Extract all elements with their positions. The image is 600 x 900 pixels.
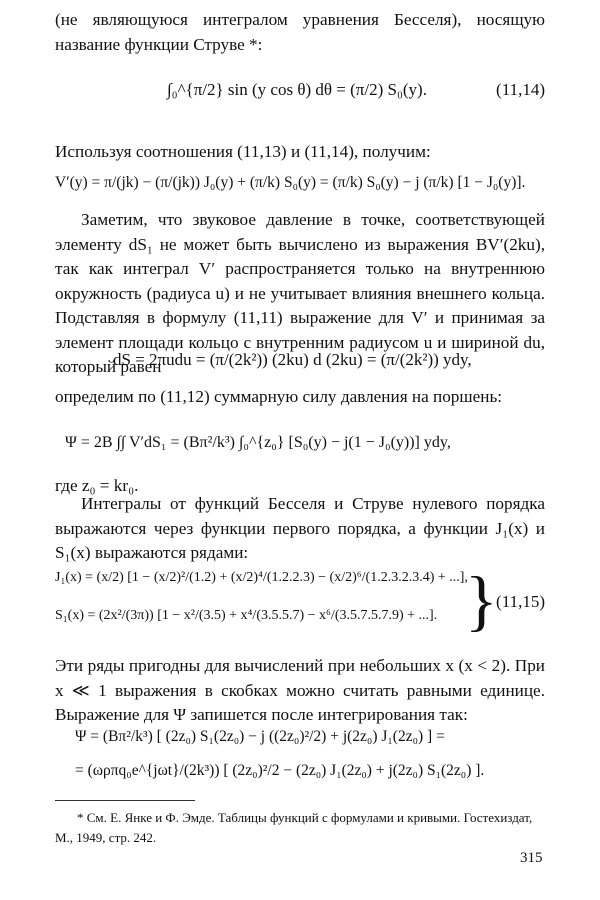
equation-ds (55, 348, 545, 378)
equation-body: Ψ = 2B ∫∫ V′dS₁ = (Bπ²/k³) ∫₀^{z₀} [S₀(y) − j(1 − J₀(y))] ydy, (65, 434, 451, 451)
footnote: * См. Е. Янке и Ф. Эмде. Таблицы функций с формулами и кривыми. Гостехиздат, М., 1949, стр. 242. (55, 810, 533, 845)
paragraph-total-force: определим по (11,12) суммарную силу давления на поршень: (55, 387, 503, 406)
equation-psi-line-2: = (ωρπq₀e^{jωt}/(2k³)) [ (2z₀)²/2 − (2z₀) J₁(2z₀) + j(2z₀) S₁(2z₀) ]. (75, 762, 485, 779)
right-brace: } (465, 562, 498, 638)
equation-v-prime (55, 172, 545, 202)
paragraph-z0-definition: где z₀ = kr₀. (55, 476, 139, 495)
paragraph-bessel-struve-series: Интегралы от функций Бесселя и Струве нулевого порядка выражаются через функции первого порядка, а функции J₁(x) и S₁(x) выражаются рядами: (55, 494, 545, 562)
page-number: 315 (520, 850, 543, 866)
paragraph-sound-pressure: Заметим, что звуковое давление в точке, соответствующей элементу dS₁ не может быть вычислено из выражения BV′(2ku), так как интеграл V′ распространяется только на внутреннюю окружность (радиуса u) и не учитывает влияния внешнего кольца. Подставляя в формулу (11,11) выражение для V′ и принимая за элемент площади кольцо с внутренним радиусом u и шириной du, который равен (55, 210, 545, 376)
equation-body: dS = 2πudu = (π/(2k²)) (2ku) d (2ku) = (π/(2k²)) ydy, (113, 350, 472, 369)
equation-psi-result (55, 726, 545, 796)
equation-psi-line-1: Ψ = (Bπ²/k³) [ (2z₀) S₁(2z₀) − j ((2z₀)²/2) + j(2z₀) J₁(2z₀) ] = (75, 728, 445, 745)
paragraph-series-applicability: Эти ряды пригодны для вычислений при небольших x (x < 2). При x ≪ 1 выражения в скобках можно считать равными единице. Выражение для Ψ запишется после интегрирования так: (55, 656, 545, 724)
footnote-divider (55, 800, 195, 801)
paragraph-using-relations: Используя соотношения (11,13) и (11,14), получим: (55, 142, 431, 161)
equation-body: V′(y) = π/(jk) − (π/(jk)) J₀(y) + (π/k) S₀(y) = (π/k) S₀(y) − j (π/k) [1 − J₀(y)]. (55, 174, 526, 191)
equation-body: ∫₀^{π/2} sin (y cos θ) dθ = (π/2) S₀(y). (167, 80, 427, 99)
paragraph-struve-intro: (не являющуюся интегралом уравнения Бесселя), носящую название функции Струве *: (55, 10, 545, 54)
equation-psi-integral (55, 418, 545, 474)
equation-j1-series: J₁(x) = (x/2) [1 − (x/2)²/(1.2) + (x/2)⁴/(1.2.2.3) − (x/2)⁶/(1.2.3.2.3.4) + ...], (55, 570, 468, 585)
equation-s1-series: S₁(x) = (2x²/(3π)) [1 − x²/(3.5) + x⁴/(3.5.5.7) − x⁶/(3.5.7.5.7.9) + ...]. (55, 608, 438, 623)
equation-11-14 (55, 62, 545, 126)
equation-11-15 (55, 562, 545, 644)
equation-number: (11,14) (496, 80, 545, 99)
equation-number: (11,15) (496, 592, 545, 611)
